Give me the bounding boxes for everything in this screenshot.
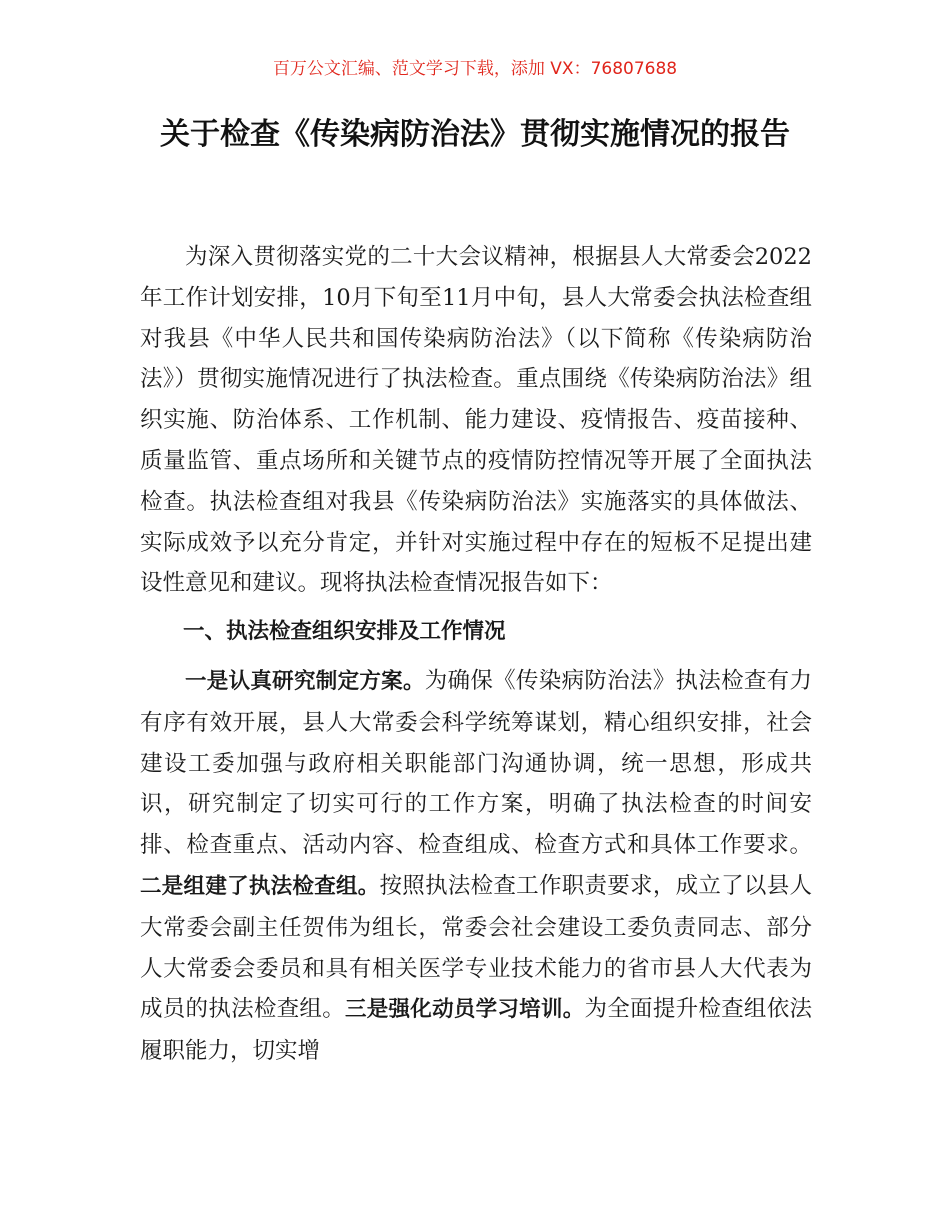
item-text: 按照执法检查工作职责要求，成立了以县人大常委会副主任贺伟为组长，常委会社会建设工委负责同志、部分人大常委会委员和具有相关医学专业技术能力的省市县人大代表为成员的执法检查组。 [140,872,812,1023]
section-paragraph [140,661,812,1072]
item-lead: 一是认真研究制定方案。 [185,668,425,694]
promo-banner: 百万公文汇编、范文学习下载，添加 VX：76807688 [272,59,678,79]
section-heading: 一、执法检查组织安排及工作情况 [183,619,506,645]
item-text: 为确保《传染病防治法》执法检查有力有序有效开展，县人大常委会科学统筹谋划，精心组织安排，社会建设工委加强与政府相关职能部门沟通协调，统一思想，形成共识，研究制定了切实可行的工作方案，明确了执法检查的时间安排、检查重点、活动内容、检查组成、检查方式和具体工作要求。 [140,667,812,859]
document-title: 关于检查《传染病防治法》贯彻实施情况的报告 [160,117,790,152]
item-text: 为全面提升检查组依法履职能力，切实增 [140,996,812,1065]
item-lead: 二是组建了执法检查组。 [140,873,380,899]
intro-paragraph: 为深入贯彻落实党的二十大会议精神，根据县人大常委会2022年工作计划安排，10月下旬至11月中旬，县人大常委会执法检查组对我县《中华人民共和国传染病防治法》（以下简称《传染病防治法》）贯彻实施情况进行了执法检查。重点围绕《传染病防治法》组织实施、防治体系、工作机制、能力建设、疫情报告、疫苗接种、质量监管、重点场所和关键节点的疫情防控情况等开展了全面执法检查。执法检查组对我县《传染病防治法》实施落实的具体做法、实际成效予以充分肯定，并针对实施过程中存在的短板不足提出建设性意见和建议。现将执法检查情况报告如下： [140,244,812,597]
document-body [140,237,812,1072]
item-lead: 三是强化动员学习培训。 [344,997,585,1023]
